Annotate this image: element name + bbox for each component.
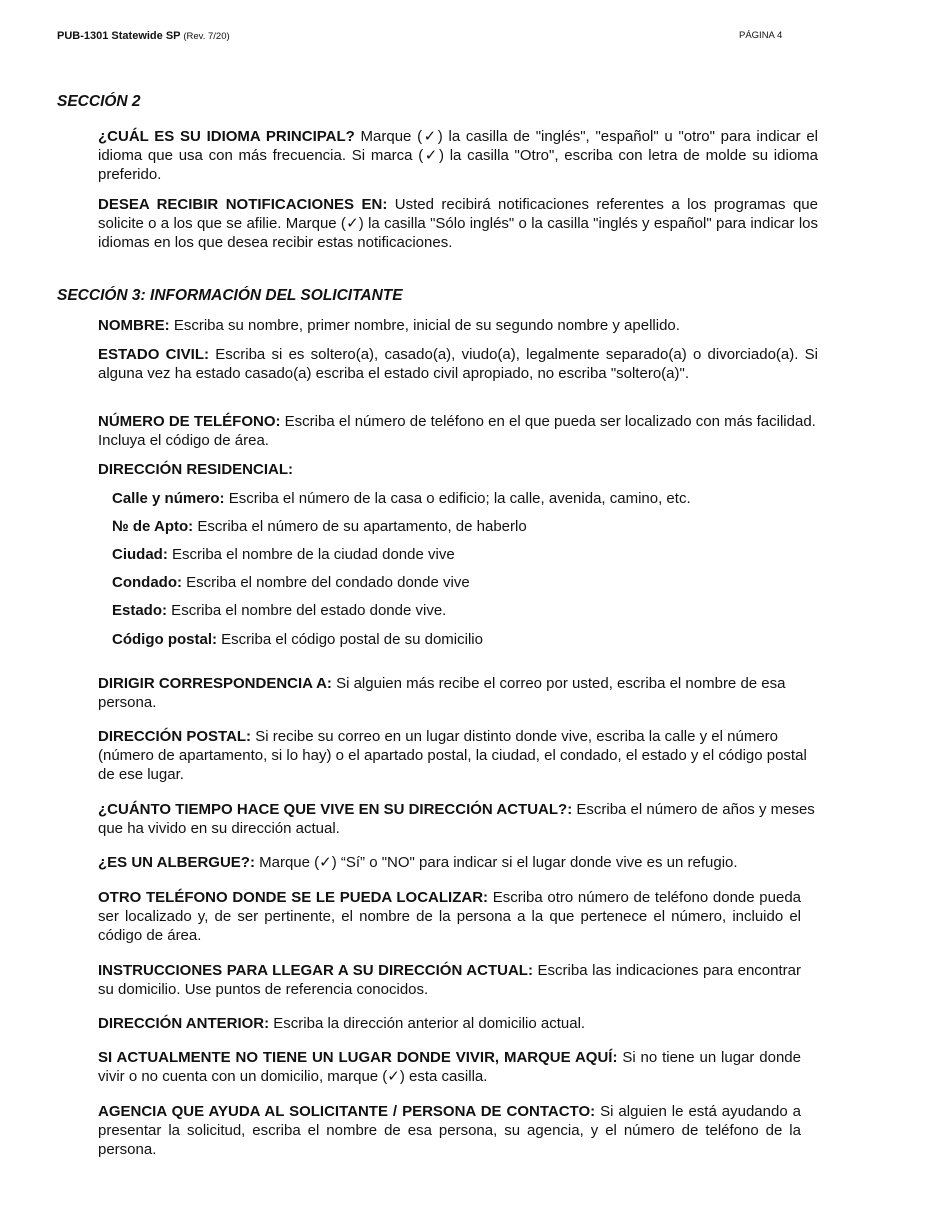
primary-language-paragraph — [98, 128, 818, 184]
previous-address-text: Escriba la dirección anterior al domicilio actual. — [269, 1015, 586, 1032]
notifications-text: Usted recibirá notificaciones referentes a los programas que solicite o a los que se afilie. Marque (✓) la casilla "Sólo inglés" o la casilla "inglés y español" para indicar los idiomas en los que desea recibir estas notificaciones. — [98, 196, 818, 251]
assisting-agency-text: Si alguien le está ayudando a presentar la solicitud, escriba el nombre de esa persona, su agencia, y el número de teléfono de la persona. — [98, 1103, 802, 1158]
revision-date: (Rev. 7/20) — [183, 31, 230, 42]
page-number: PÁGINA 4 — [739, 30, 783, 41]
section-2-heading: SECCIÓN 2 — [57, 93, 141, 110]
county-label: Condado: — [112, 574, 182, 591]
residential-address-heading — [98, 461, 818, 480]
marital-status-paragraph — [98, 346, 818, 384]
previous-address-paragraph — [98, 1015, 818, 1034]
phone-label: NÚMERO DE TELÉFONO: — [98, 413, 281, 430]
other-phone-label: OTRO TELÉFONO DONDE SE LE PUEDA LOCALIZAR: — [98, 889, 489, 906]
notifications-label: DESEA RECIBIR NOTIFICACIONES EN: — [98, 196, 388, 213]
time-at-address-paragraph — [98, 801, 818, 839]
no-home-label: SI ACTUALMENTE NO TIENE UN LUGAR DONDE VIVIR, MARQUE AQUÍ: — [98, 1049, 618, 1066]
residential-address-label: DIRECCIÓN RESIDENCIAL: — [98, 461, 294, 478]
previous-address-label: DIRECCIÓN ANTERIOR: — [98, 1015, 270, 1032]
directions-text: Escriba las indicaciones para encontrar su domicilio. Use puntos de referencia conocidos. — [98, 962, 801, 998]
form-id — [57, 30, 230, 42]
correspondence-label: DIRIGIR CORRESPONDENCIA A: — [98, 675, 332, 692]
correspondence-text: Si alguien más recibe el correo por usted, escriba el nombre de esa persona. — [98, 675, 786, 711]
primary-language-text: Marque (✓) la casilla de "inglés", "español" u "otro" para indicar el idioma que usa con más frecuencia. Si marca (✓) la casilla "Otro", escriba con letra de molde su idioma preferido. — [98, 128, 818, 183]
apartment-item — [112, 518, 812, 537]
marital-status-label: ESTADO CIVIL: — [98, 346, 209, 363]
other-phone-paragraph — [98, 889, 801, 945]
shelter-text: Marque (✓) “Sí” o "NO" para indicar si el lugar donde vive es un refugio. — [254, 854, 738, 871]
phone-paragraph — [98, 413, 818, 451]
name-paragraph — [98, 317, 818, 336]
shelter-label: ¿ES UN ALBERGUE?: — [98, 854, 255, 871]
section-3-heading: SECCIÓN 3: INFORMACIÓN DEL SOLICITANTE — [57, 287, 403, 304]
directions-paragraph — [98, 962, 801, 1000]
apartment-text: Escriba el número de su apartamento, de haberlo — [193, 518, 527, 535]
phone-text: Escriba el número de teléfono en el que pueda ser localizado con más facilidad. Incluya el código de área. — [98, 413, 816, 449]
postal-address-paragraph — [98, 728, 818, 784]
state-text: Escriba el nombre del estado donde vive. — [167, 602, 447, 619]
shelter-paragraph — [98, 854, 818, 873]
state-label: Estado: — [112, 602, 168, 619]
city-label: Ciudad: — [112, 546, 168, 563]
no-home-paragraph — [98, 1049, 801, 1087]
name-text: Escriba su nombre, primer nombre, inicial de su segundo nombre y apellido. — [169, 317, 680, 334]
correspondence-paragraph — [98, 675, 818, 713]
time-at-address-text: Escriba el número de años y meses que ha vivido en su dirección actual. — [98, 801, 815, 837]
street-number-item — [112, 490, 812, 509]
state-item — [112, 602, 812, 621]
street-number-label: Calle y número: — [112, 490, 225, 507]
primary-language-label: ¿CUÁL ES SU IDIOMA PRINCIPAL? — [98, 128, 355, 145]
time-at-address-label: ¿CUÁNTO TIEMPO HACE QUE VIVE EN SU DIRECCIÓN ACTUAL?: — [98, 801, 573, 818]
no-home-text: Si no tiene un lugar donde vivir o no cuenta con un domicilio, marque (✓) esta casilla. — [98, 1049, 801, 1085]
postal-code-label: Código postal: — [112, 631, 217, 648]
form-id-text: PUB-1301 Statewide SP — [57, 30, 181, 42]
apartment-label: № de Apto: — [112, 518, 194, 535]
postal-code-text: Escriba el código postal de su domicilio — [217, 631, 483, 648]
county-item — [112, 574, 812, 593]
street-number-text: Escriba el número de la casa o edificio; la calle, avenida, camino, etc. — [224, 490, 691, 507]
postal-code-item — [112, 631, 812, 650]
county-text: Escriba el nombre del condado donde vive — [181, 574, 470, 591]
postal-address-label: DIRECCIÓN POSTAL: — [98, 728, 252, 745]
name-label: NOMBRE: — [98, 317, 170, 334]
notifications-paragraph — [98, 196, 818, 252]
assisting-agency-label: AGENCIA QUE AYUDA AL SOLICITANTE / PERSONA DE CONTACTO: — [98, 1103, 596, 1120]
city-text: Escriba el nombre de la ciudad donde vive — [167, 546, 455, 563]
marital-status-text: Escriba si es soltero(a), casado(a), viudo(a), legalmente separado(a) o divorciado(a). Si alguna vez ha estado casado(a) escriba el estado civil apropiado, no escriba "soltero(a)". — [98, 346, 818, 382]
other-phone-text: Escriba otro número de teléfono donde pueda ser localizado y, de ser pertinente, el nombre de la persona a la que pertenece el número, incluido el código de área. — [98, 889, 801, 944]
city-item — [112, 546, 812, 565]
assisting-agency-paragraph — [98, 1103, 801, 1159]
directions-label: INSTRUCCIONES PARA LLEGAR A SU DIRECCIÓN ACTUAL: — [98, 962, 533, 979]
postal-address-text: Si recibe su correo en un lugar distinto donde vive, escriba la calle y el número (número de apartamento, si lo hay) o el apartado postal, la ciudad, el condado, el estado y el código postal de ese lugar. — [98, 728, 807, 783]
